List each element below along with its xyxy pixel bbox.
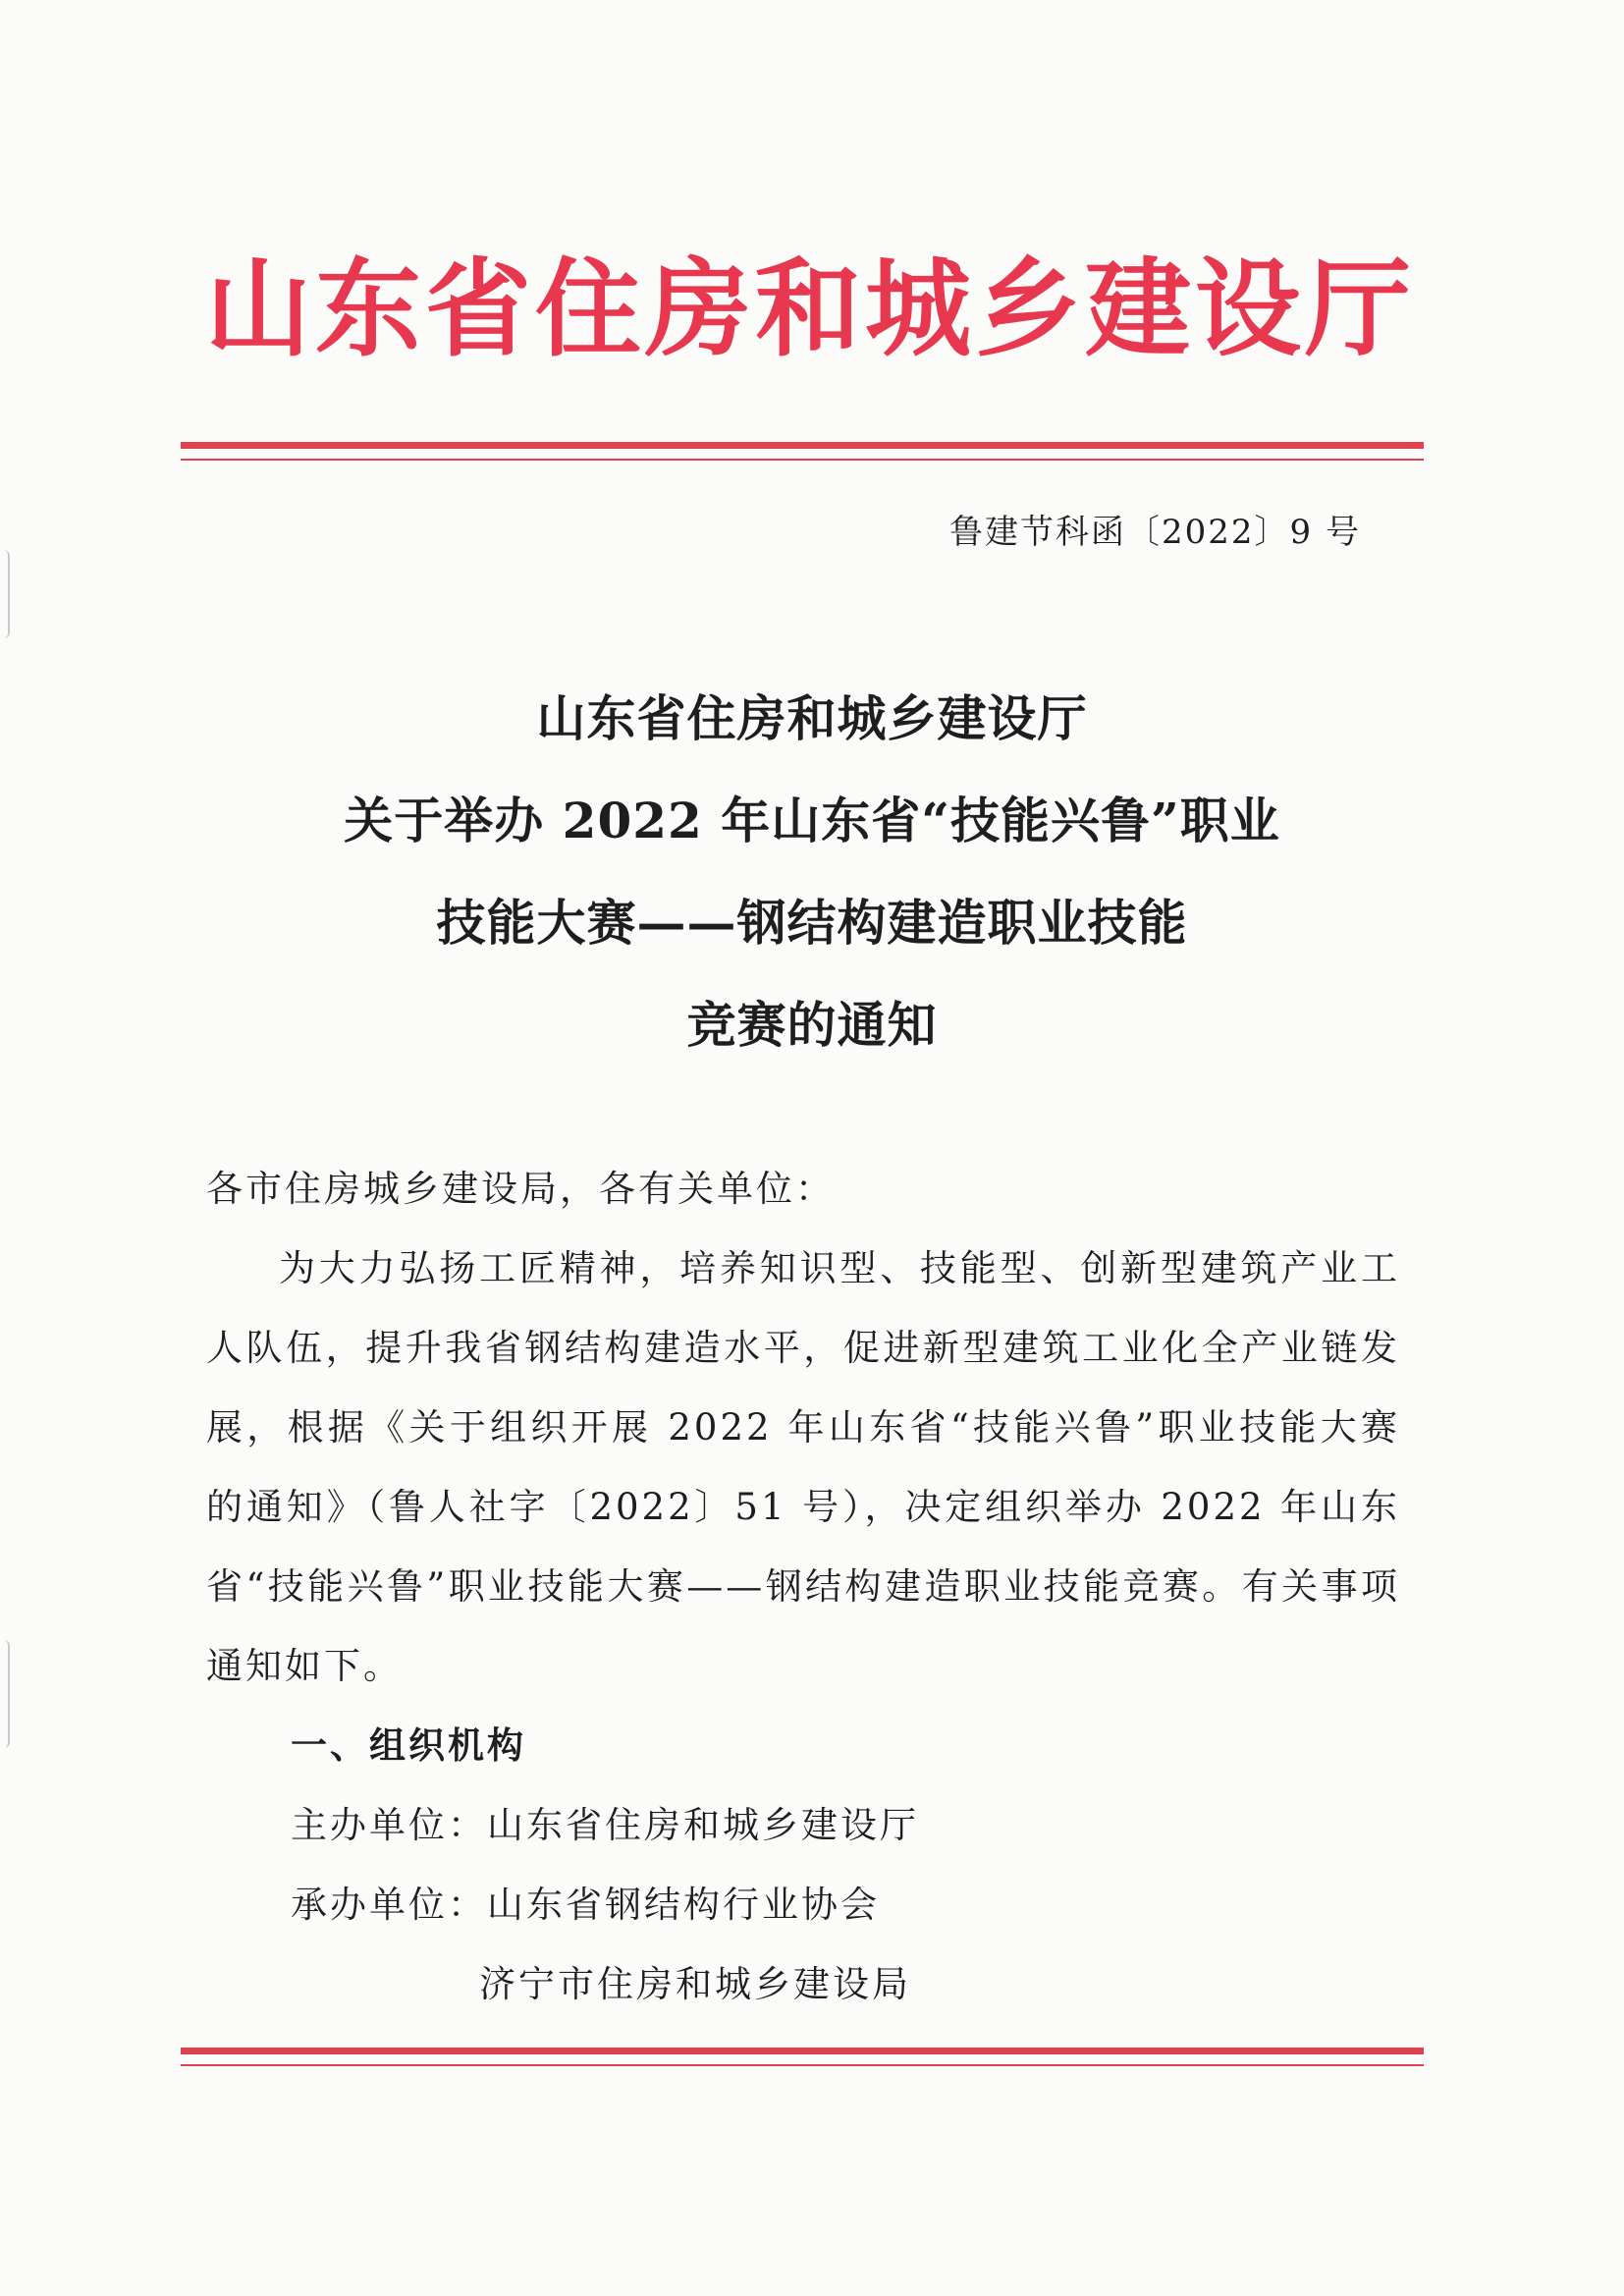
letterhead-rule	[181, 442, 1424, 461]
title-line-1: 山东省住房和城乡建设厅	[536, 689, 1088, 747]
host-unit: 主办单位：山东省住房和城乡建设厅	[291, 1804, 919, 1846]
rule-thin-line	[181, 459, 1424, 461]
document-number: 鲁建节科函〔2022〕9 号	[949, 513, 1361, 552]
section-heading-organization: 一、组织机构	[291, 1723, 526, 1767]
document-body	[206, 1149, 1400, 2024]
footer-rule-thin-line	[181, 2064, 1424, 2066]
title-line-3: 技能大赛——钢结构建造职业技能	[436, 894, 1188, 952]
letterhead-title: 山东省住房和城乡建设厅	[204, 248, 1415, 371]
footer-rule-thick-line	[181, 2048, 1424, 2054]
rule-thick-line	[181, 442, 1424, 449]
title-line-4: 竞赛的通知	[686, 996, 938, 1054]
document-title	[196, 668, 1428, 1076]
binding-mark-top	[0, 550, 10, 638]
organizer-unit: 承办单位：山东省钢结构行业协会	[291, 1884, 880, 1926]
footer-rule	[181, 2048, 1424, 2066]
organizer-unit-2: 济宁市住房和城乡建设局	[479, 1963, 911, 2005]
salutation: 各市住房城乡建设局，各有关单位：	[206, 1168, 835, 1210]
body-paragraph-1: 为大力弘扬工匠精神，培养知识型、技能型、创新型建筑产业工人队伍，提升我省钢结构建造水平，促进新型建筑工业化全产业链发展，根据《关于组织开展 2022 年山东省“技能兴鲁”职业技能大赛的通知》（鲁人社字〔2022〕51 号），决定组织举办 2022 年山东省“技能兴鲁”职业技能大赛——钢结构建造职业技能竞赛。有关事项通知如下。	[206, 1247, 1400, 1687]
title-line-2: 关于举办 2022 年山东省“技能兴鲁”职业	[344, 792, 1280, 849]
binding-mark-bottom	[0, 1640, 10, 1748]
